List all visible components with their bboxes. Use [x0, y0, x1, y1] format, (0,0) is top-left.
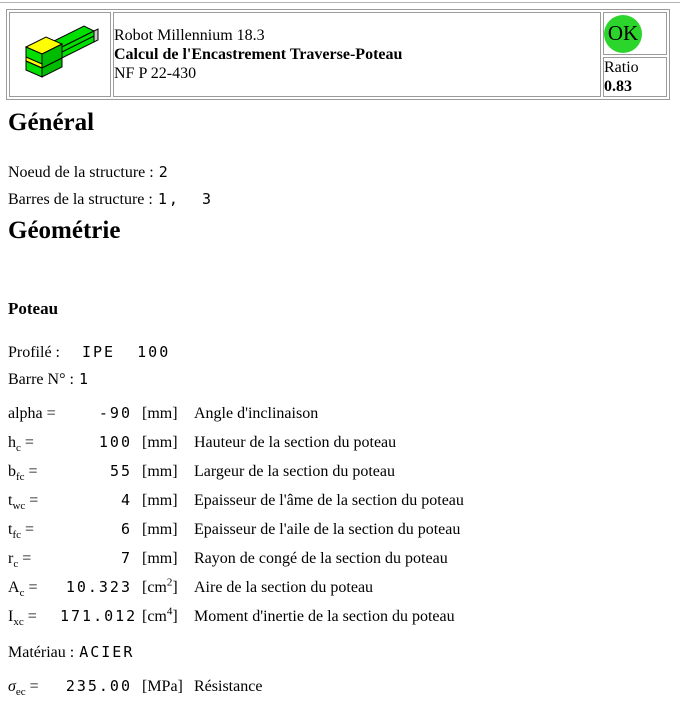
profile-line — [8, 339, 672, 366]
parameter-symbol: $b_{fc}$ = — [8, 463, 38, 484]
profile-label: Profilé : — [8, 344, 60, 361]
beam-column-connection-icon — [20, 71, 100, 88]
parameter-value: 4 — [120, 491, 132, 509]
profile-value: IPE 100 — [82, 343, 171, 361]
report-header-table — [6, 9, 670, 100]
parameter-description: Résistance — [194, 678, 263, 695]
material-label: Matériau : — [8, 644, 75, 661]
parameter-symbol: alpha = — [8, 405, 56, 422]
resistance-row — [8, 672, 672, 701]
bar-number-label: Barre N° : — [8, 371, 74, 388]
parameter-description: Largeur de la section du poteau — [194, 463, 395, 480]
parameter-unit: [mm] — [142, 521, 178, 538]
bar-number-line — [8, 366, 672, 393]
parameter-symbol: $I_{xc}$ = — [8, 608, 37, 629]
design-code: NF P 22-430 — [114, 65, 197, 82]
parameter-row — [8, 428, 672, 457]
parameter-value: 235.00 — [65, 677, 132, 695]
app-title: Robot Millennium 18.3 — [114, 27, 265, 44]
header-title-cell — [113, 12, 601, 97]
parameter-row — [8, 486, 672, 515]
material-line — [8, 639, 672, 666]
window-top-border — [0, 2, 680, 3]
bars-value: 1, 3 — [157, 190, 213, 208]
parameter-description: Epaisseur de l'âme de la section du poteau — [194, 492, 464, 509]
section-heading-general: Général — [8, 109, 95, 136]
parameter-unit: [MPa] — [142, 678, 183, 695]
parameter-unit: [mm] — [142, 492, 178, 509]
parameter-unit: $[cm^2]$ — [142, 576, 178, 596]
parameter-value: 55 — [109, 462, 132, 480]
section-heading-geometrie: Géométrie — [8, 217, 121, 244]
parameter-value: 7 — [120, 549, 132, 567]
parameter-value: 6 — [120, 520, 132, 538]
bars-line — [8, 186, 672, 213]
bars-label: Barres de la structure : — [8, 191, 153, 208]
status-ok-badge — [604, 15, 642, 53]
parameter-description: Rayon de congé de la section du poteau — [194, 550, 448, 567]
parameter-symbol: $t_{fc}$ = — [8, 521, 35, 542]
document-title: Calcul de l'Encastrement Traverse-Poteau — [114, 46, 403, 63]
ratio-value: 0.83 — [604, 78, 632, 95]
parameter-row — [8, 573, 672, 602]
material-value: ACIER — [79, 643, 135, 661]
parameter-symbol: $t_{wc}$ = — [8, 492, 39, 513]
parameter-description: Moment d'inertie de la section du poteau — [194, 608, 455, 625]
parameter-unit: [mm] — [142, 405, 178, 422]
report-body — [8, 109, 672, 701]
parameter-symbol: $\sigma_{ec}$ = — [8, 678, 39, 699]
status-label: OK — [607, 21, 639, 45]
parameter-value: 100 — [98, 433, 132, 451]
parameter-row — [8, 672, 672, 701]
parameter-value: 10.323 — [65, 578, 132, 596]
parameter-symbol: $h_c$ = — [8, 434, 34, 455]
parameter-description: Aire de la section du poteau — [194, 579, 374, 596]
parameter-value: 171.012 — [60, 607, 138, 625]
parameter-row — [8, 457, 672, 486]
parameter-unit: [mm] — [142, 463, 178, 480]
ratio-cell — [603, 57, 667, 97]
header-icon-cell — [9, 12, 111, 97]
node-line — [8, 159, 672, 186]
parameter-symbol: $r_c$ = — [8, 550, 32, 571]
parameter-row — [8, 602, 672, 631]
ratio-label: Ratio — [604, 59, 639, 76]
poteau-parameter-rows — [8, 399, 672, 631]
parameter-description: Angle d'inclinaison — [194, 405, 319, 422]
parameter-unit: [mm] — [142, 434, 178, 451]
parameter-row — [8, 399, 672, 428]
bar-number-value: 1 — [78, 370, 90, 388]
parameter-row — [8, 515, 672, 544]
parameter-description: Epaisseur de l'aile de la section du poteau — [194, 521, 461, 538]
parameter-value: -90 — [98, 404, 132, 422]
status-cell — [603, 12, 667, 55]
subsection-heading-poteau: Poteau — [8, 299, 59, 318]
parameter-symbol: $A_c$ = — [8, 579, 38, 600]
node-value: 2 — [158, 163, 170, 181]
parameter-row — [8, 544, 672, 573]
parameter-description: Hauteur de la section du poteau — [194, 434, 397, 451]
parameter-unit: [mm] — [142, 550, 178, 567]
parameter-unit: $[cm^4]$ — [142, 605, 178, 625]
node-label: Noeud de la structure : — [8, 164, 154, 181]
